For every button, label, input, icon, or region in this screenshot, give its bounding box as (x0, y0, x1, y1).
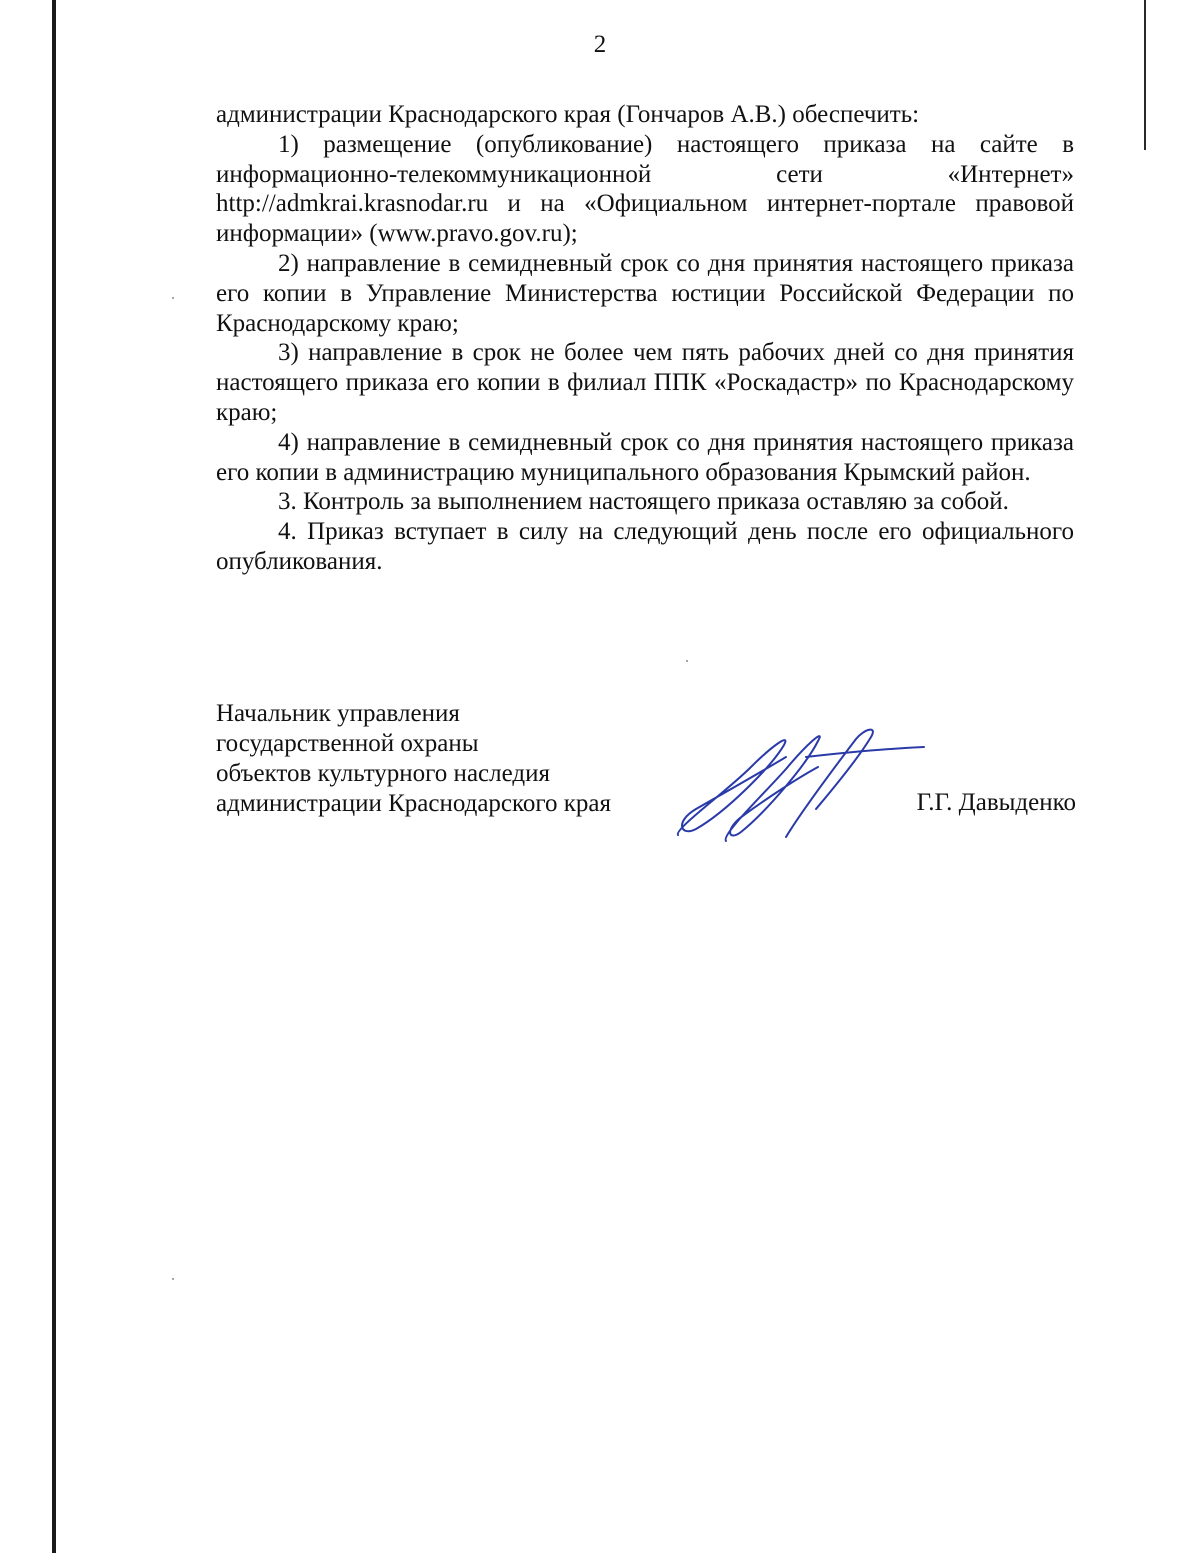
paragraph: администрации Краснодарского края (Гончаров А.В.) обеспечить: (216, 101, 920, 128)
paragraph: 4) направление в семидневный срок со дня принятия настоящего приказа его копии в администрацию муниципального образования Крымский район. (216, 428, 1074, 486)
paragraph: 3) направление в срок не более чем пять рабочих дней со дня принятия настоящего приказа его копии в филиал ППК «Роскадастр» по Краснодарскому краю; (216, 339, 1074, 426)
scan-right-edge (1144, 0, 1146, 150)
signer-position-line: Начальник управления (216, 700, 460, 727)
scan-speck (172, 297, 174, 299)
paragraph: 3. Контроль за выполнением настоящего приказа оставляю за собой. (278, 488, 1009, 516)
signer-name: Г.Г. Давыденко (916, 789, 1076, 816)
signature-block (216, 699, 1076, 849)
paragraph: 2) направление в семидневный срок со дня принятия настоящего приказа его копии в Управление Министерства юстиции Российской Федерации по Краснодарскому краю; (216, 249, 1074, 337)
paragraph: 4. Приказ вступает в силу на следующий день после его официального опубликования. (216, 518, 1074, 575)
page-number: 2 (593, 31, 607, 58)
signer-position-line: объектов культурного наследия (216, 760, 550, 787)
scan-speck (686, 660, 688, 662)
scan-left-edge (52, 0, 56, 1553)
document-body (216, 100, 1074, 577)
signer-position-line: администрации Краснодарского края (216, 790, 612, 817)
paragraph: 1) размещение (опубликование) настоящего приказа на сайте в информационно-телекоммуникационной сети «Интернет» http://admkrai.krasnodar.ru и на «Официальном интернет-портале правовой информации» (www.pravo.gov.ru); (216, 130, 1074, 248)
signer-position-line: государственной охраны (216, 730, 479, 757)
scan-speck (172, 1278, 174, 1280)
handwritten-signature (666, 717, 926, 847)
signer-position (216, 699, 611, 819)
